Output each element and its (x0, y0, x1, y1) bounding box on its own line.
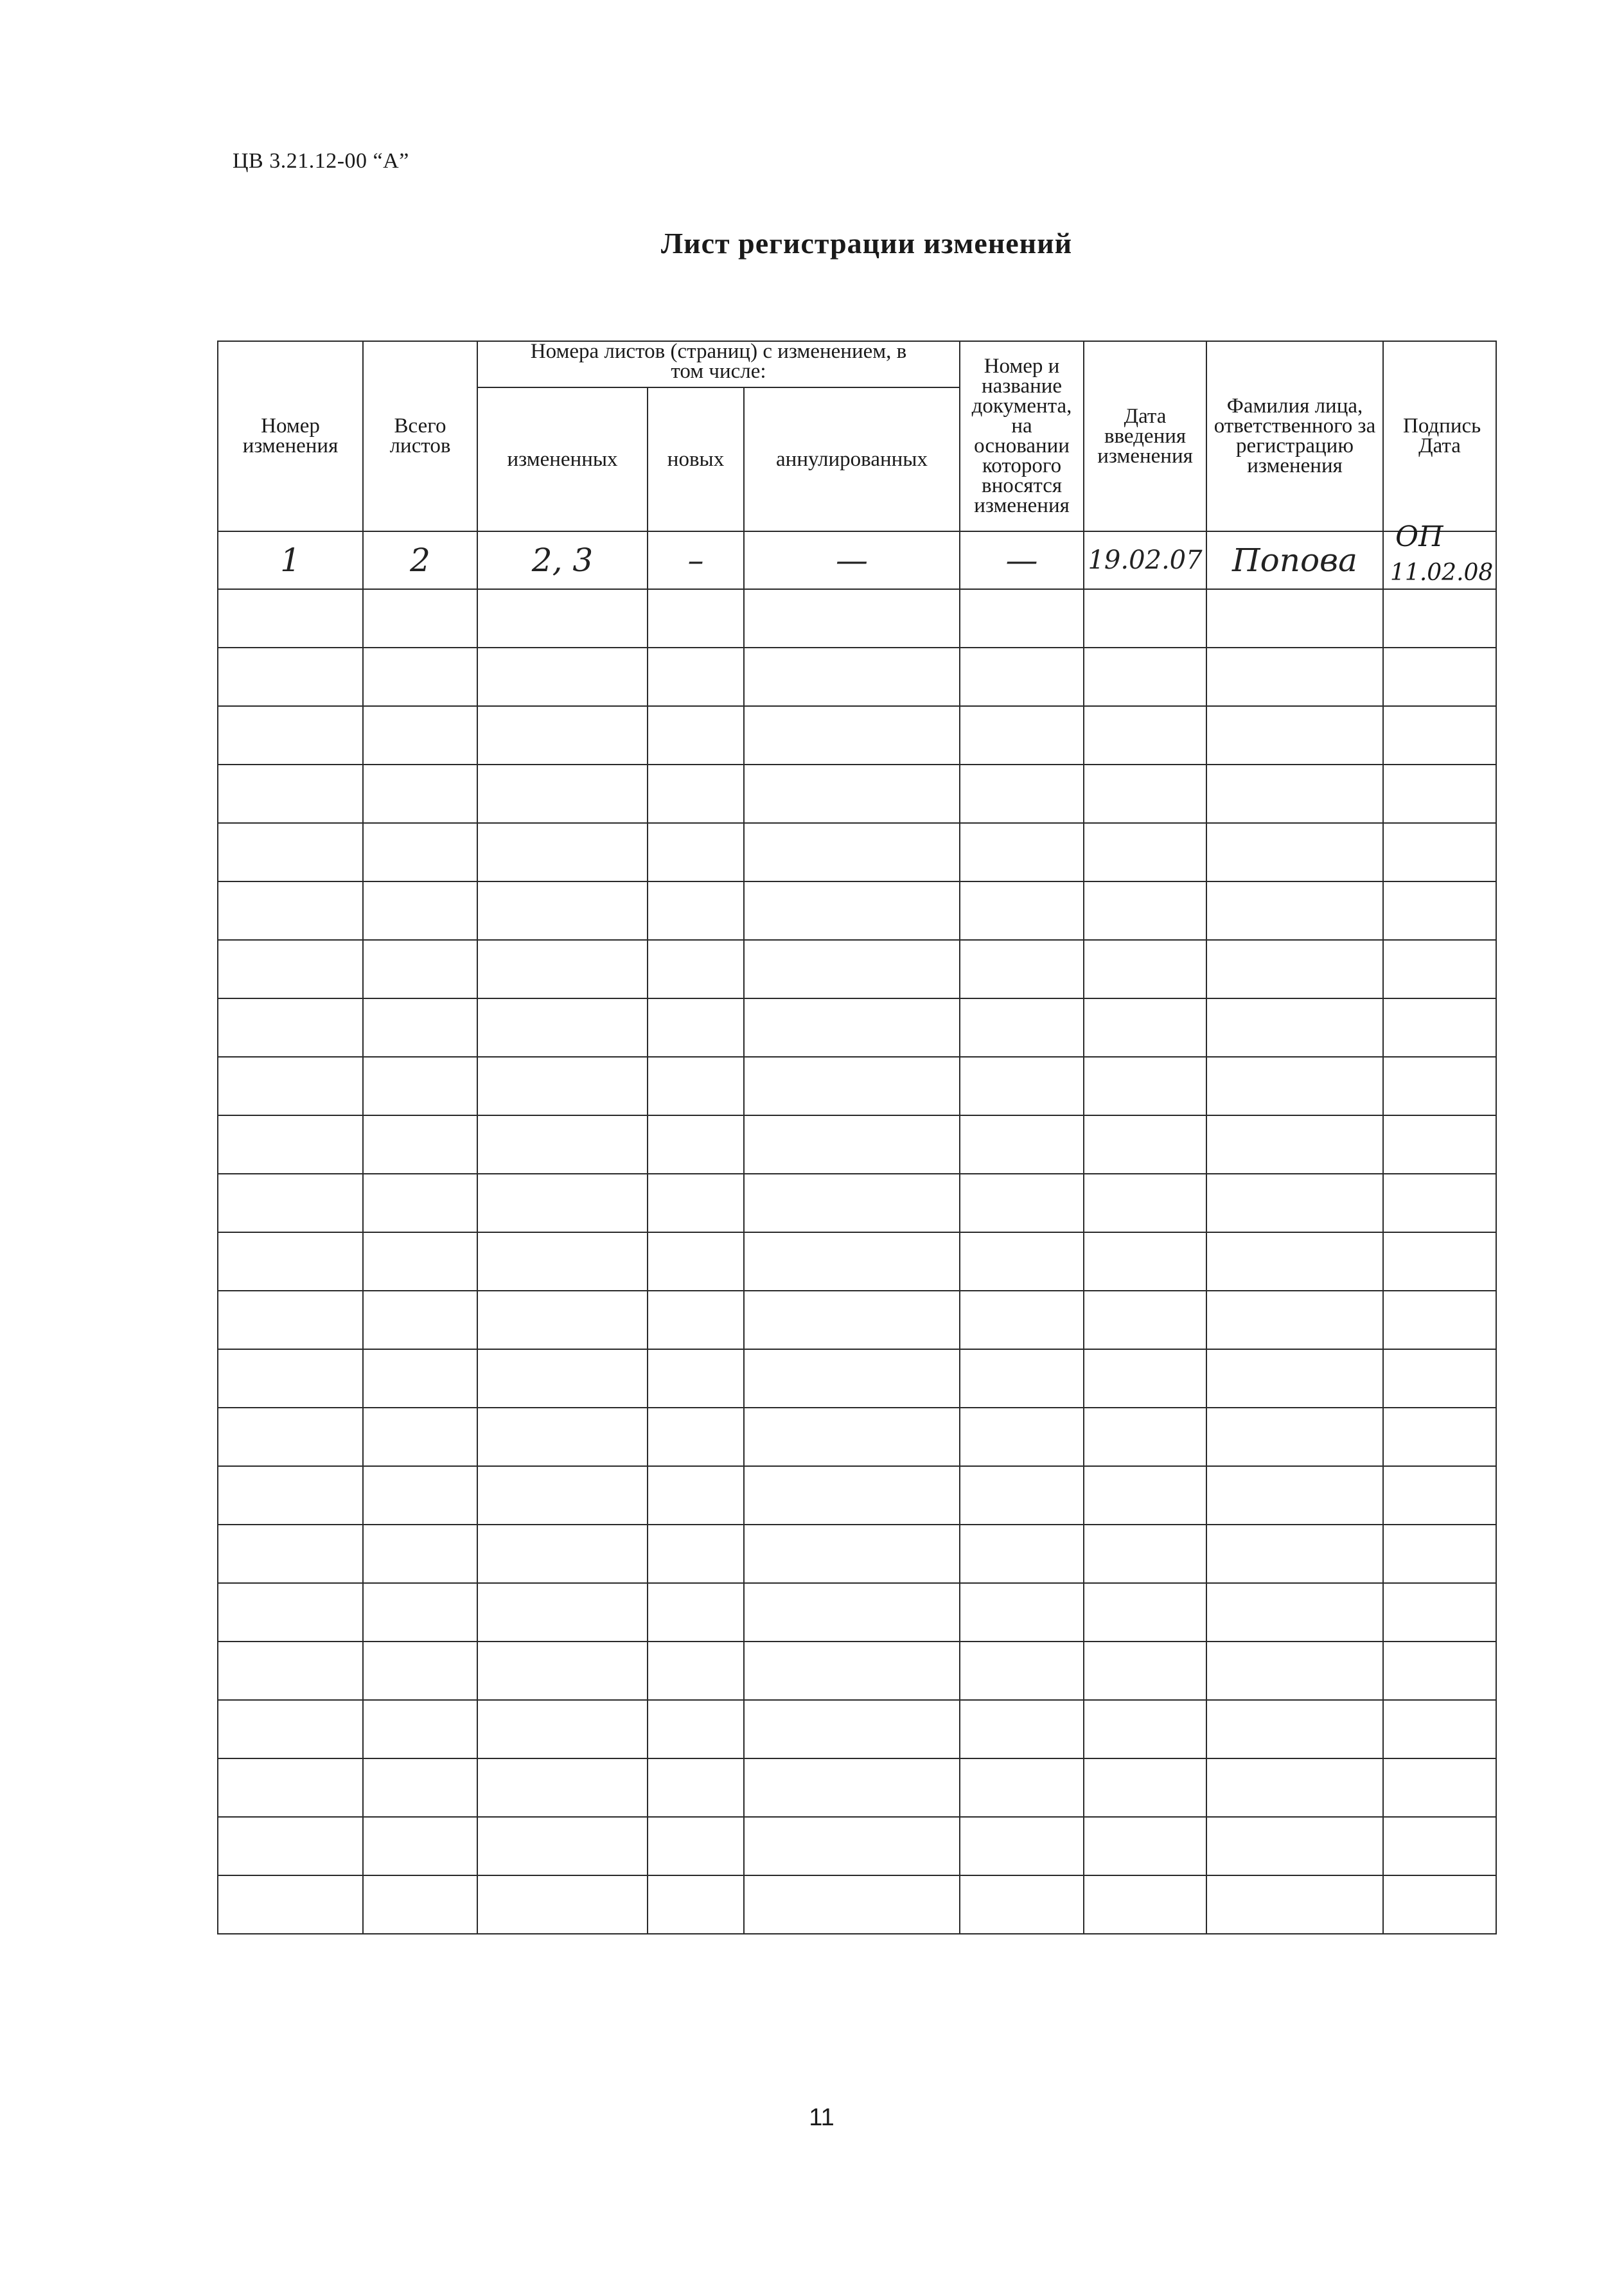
table-row (218, 531, 1496, 589)
table-row (218, 1232, 1496, 1291)
cell-changed-sheets: 2, 3 (477, 531, 648, 589)
empty-cell (363, 648, 477, 706)
empty-cell (363, 823, 477, 881)
table-row (218, 1466, 1496, 1525)
empty-cell (648, 706, 744, 765)
empty-rows (218, 589, 1496, 1934)
empty-cell (960, 648, 1084, 706)
empty-cell (477, 1466, 648, 1525)
col-header-total-sheets: Всего листов (363, 341, 477, 531)
empty-cell (648, 1466, 744, 1525)
empty-cell (218, 881, 363, 940)
col-header-sheet-numbers: Номера листов (страниц) с изменением, в том числе: (477, 341, 960, 387)
empty-cell (218, 1817, 363, 1875)
empty-cell (648, 1174, 744, 1232)
empty-cell (744, 1466, 960, 1525)
empty-cell (648, 1583, 744, 1642)
empty-cell (744, 1525, 960, 1583)
empty-cell (477, 998, 648, 1057)
empty-cell (1206, 1291, 1383, 1349)
empty-cell (363, 881, 477, 940)
empty-cell (744, 648, 960, 706)
empty-cell (1206, 1525, 1383, 1583)
empty-cell (1206, 589, 1383, 648)
empty-cell (363, 1642, 477, 1700)
empty-cell (1084, 1758, 1206, 1817)
empty-cell (960, 1291, 1084, 1349)
empty-cell (218, 1057, 363, 1115)
empty-cell (218, 1408, 363, 1466)
empty-cell (218, 1115, 363, 1174)
empty-cell (363, 1174, 477, 1232)
empty-cell (744, 1408, 960, 1466)
empty-cell (363, 1057, 477, 1115)
empty-cell (1383, 648, 1496, 706)
empty-cell (1084, 1174, 1206, 1232)
empty-cell (363, 1525, 477, 1583)
empty-cell (218, 940, 363, 998)
empty-cell (477, 1291, 648, 1349)
empty-cell (1206, 1875, 1383, 1934)
empty-cell (1084, 1525, 1206, 1583)
empty-cell (744, 1057, 960, 1115)
empty-cell (218, 823, 363, 881)
empty-cell (477, 1758, 648, 1817)
col-header-document: Номер и название документа, на основании которого вносятся изменения (960, 341, 1084, 531)
empty-cell (1206, 1349, 1383, 1408)
empty-cell (1383, 1642, 1496, 1700)
empty-cell (1383, 1466, 1496, 1525)
empty-cell (1084, 881, 1206, 940)
empty-cell (960, 1817, 1084, 1875)
table-row (218, 648, 1496, 706)
page-number: 11 (809, 2104, 834, 2131)
table-row (218, 823, 1496, 881)
empty-cell (1206, 823, 1383, 881)
empty-cell (1084, 765, 1206, 823)
table-row (218, 589, 1496, 648)
empty-cell (648, 1700, 744, 1758)
empty-cell (1383, 823, 1496, 881)
empty-cell (744, 1232, 960, 1291)
empty-cell (1383, 1349, 1496, 1408)
empty-cell (1383, 940, 1496, 998)
cell-responsible: Попова (1206, 531, 1383, 589)
empty-cell (1084, 1583, 1206, 1642)
empty-cell (648, 1758, 744, 1817)
empty-cell (477, 940, 648, 998)
empty-cell (1383, 1174, 1496, 1232)
empty-cell (477, 589, 648, 648)
signature-date: 11.02.08 (1390, 560, 1494, 586)
empty-cell (1084, 1700, 1206, 1758)
table-row (218, 1758, 1496, 1817)
empty-cell (648, 1875, 744, 1934)
empty-cell (648, 648, 744, 706)
col-header-responsible: Фамилия лица, ответственного за регистрацию изменения (1206, 341, 1383, 531)
empty-cell (1084, 1115, 1206, 1174)
empty-cell (1084, 1291, 1206, 1349)
empty-cell (363, 1817, 477, 1875)
empty-cell (960, 940, 1084, 998)
empty-cell (363, 1232, 477, 1291)
empty-cell (363, 706, 477, 765)
empty-cell (648, 823, 744, 881)
empty-cell (218, 648, 363, 706)
empty-cell (218, 1291, 363, 1349)
table-row (218, 1642, 1496, 1700)
empty-cell (218, 1700, 363, 1758)
empty-cell (1383, 1232, 1496, 1291)
empty-cell (960, 765, 1084, 823)
empty-cell (1206, 881, 1383, 940)
empty-cell (477, 1642, 648, 1700)
empty-cell (1206, 1115, 1383, 1174)
empty-cell (1084, 706, 1206, 765)
empty-cell (477, 1583, 648, 1642)
empty-cell (363, 998, 477, 1057)
empty-cell (218, 589, 363, 648)
empty-cell (477, 706, 648, 765)
empty-cell (1383, 1525, 1496, 1583)
empty-cell (477, 1408, 648, 1466)
empty-cell (648, 765, 744, 823)
table-row (218, 1115, 1496, 1174)
cell-total-sheets: 2 (363, 531, 477, 589)
empty-cell (744, 998, 960, 1057)
empty-cell (960, 1408, 1084, 1466)
col-header-date: Дата введения изменения (1084, 341, 1206, 531)
empty-cell (363, 1700, 477, 1758)
empty-cell (648, 1817, 744, 1875)
empty-cell (648, 1232, 744, 1291)
col-header-signature: Подпись Дата (1383, 341, 1496, 531)
empty-cell (218, 1875, 363, 1934)
empty-cell (1206, 1174, 1383, 1232)
table-row (218, 1525, 1496, 1583)
empty-cell (1383, 1408, 1496, 1466)
empty-cell (218, 1232, 363, 1291)
empty-cell (744, 823, 960, 881)
empty-cell (1084, 998, 1206, 1057)
empty-cell (1383, 1057, 1496, 1115)
col-header-new: новых (648, 387, 744, 531)
empty-cell (648, 1115, 744, 1174)
empty-cell (960, 1115, 1084, 1174)
table-row (218, 706, 1496, 765)
empty-cell (477, 1525, 648, 1583)
empty-cell (1206, 706, 1383, 765)
col-header-changed: измененных (477, 387, 648, 531)
table-row (218, 1057, 1496, 1115)
empty-cell (648, 1349, 744, 1408)
empty-cell (218, 1758, 363, 1817)
empty-cell (960, 1174, 1084, 1232)
cell-annulled-sheets: — (744, 531, 960, 589)
empty-cell (1383, 1700, 1496, 1758)
table-row (218, 1174, 1496, 1232)
table-row (218, 1700, 1496, 1758)
empty-cell (363, 940, 477, 998)
empty-cell (648, 1408, 744, 1466)
empty-cell (1206, 1232, 1383, 1291)
empty-cell (1206, 1583, 1383, 1642)
empty-cell (960, 1642, 1084, 1700)
document-code: ЦВ 3.21.12-00 “А” (233, 149, 409, 173)
empty-cell (744, 765, 960, 823)
empty-cell (960, 998, 1084, 1057)
empty-cell (218, 1642, 363, 1700)
empty-cell (960, 589, 1084, 648)
empty-cell (363, 765, 477, 823)
empty-cell (1084, 1817, 1206, 1875)
empty-cell (648, 881, 744, 940)
empty-cell (744, 589, 960, 648)
empty-cell (477, 1875, 648, 1934)
empty-cell (744, 1758, 960, 1817)
col-header-annulled: аннулированных (744, 387, 960, 531)
empty-cell (1084, 589, 1206, 648)
empty-cell (1383, 589, 1496, 648)
page-title: Лист регистрации изменений (660, 227, 1073, 260)
empty-cell (744, 1875, 960, 1934)
empty-cell (1383, 1758, 1496, 1817)
empty-cell (363, 1349, 477, 1408)
empty-cell (744, 881, 960, 940)
empty-cell (1084, 1466, 1206, 1525)
empty-cell (744, 1642, 960, 1700)
empty-cell (960, 1232, 1084, 1291)
cell-new-sheets: – (648, 531, 744, 589)
empty-cell (1206, 1408, 1383, 1466)
empty-cell (1206, 1642, 1383, 1700)
empty-cell (1084, 1875, 1206, 1934)
empty-cell (960, 1700, 1084, 1758)
table-row (218, 881, 1496, 940)
empty-cell (218, 765, 363, 823)
empty-cell (1084, 1642, 1206, 1700)
cell-signature (1383, 520, 1496, 589)
empty-cell (218, 1174, 363, 1232)
empty-cell (363, 1408, 477, 1466)
empty-cell (477, 765, 648, 823)
table-row (218, 1583, 1496, 1642)
empty-cell (648, 998, 744, 1057)
empty-cell (363, 1583, 477, 1642)
empty-cell (1084, 1232, 1206, 1291)
empty-cell (1084, 1408, 1206, 1466)
cell-date: 19.02.07 (1084, 531, 1206, 589)
empty-cell (744, 940, 960, 998)
empty-cell (477, 881, 648, 940)
table-row (218, 1817, 1496, 1875)
empty-cell (1084, 1349, 1206, 1408)
empty-cell (744, 1174, 960, 1232)
empty-cell (1206, 1057, 1383, 1115)
empty-cell (744, 1349, 960, 1408)
empty-cell (1206, 1817, 1383, 1875)
empty-cell (477, 1174, 648, 1232)
empty-cell (1383, 706, 1496, 765)
table-row (218, 1291, 1496, 1349)
empty-cell (477, 1232, 648, 1291)
empty-cell (1084, 648, 1206, 706)
empty-cell (477, 1349, 648, 1408)
empty-cell (960, 881, 1084, 940)
empty-cell (960, 1057, 1084, 1115)
table-row (218, 765, 1496, 823)
empty-cell (1383, 881, 1496, 940)
empty-cell (1206, 765, 1383, 823)
empty-cell (1383, 1115, 1496, 1174)
empty-cell (960, 1875, 1084, 1934)
cell-change-number: 1 (218, 531, 363, 589)
empty-cell (744, 1291, 960, 1349)
empty-cell (1383, 765, 1496, 823)
empty-cell (1206, 1466, 1383, 1525)
table-row (218, 940, 1496, 998)
empty-cell (218, 1583, 363, 1642)
empty-cell (1206, 1700, 1383, 1758)
empty-cell (363, 1875, 477, 1934)
empty-cell (363, 1466, 477, 1525)
empty-cell (1206, 648, 1383, 706)
empty-cell (477, 1115, 648, 1174)
empty-cell (744, 1583, 960, 1642)
empty-cell (1383, 1583, 1496, 1642)
empty-cell (218, 1349, 363, 1408)
empty-cell (1383, 1817, 1496, 1875)
empty-cell (960, 1466, 1084, 1525)
empty-cell (363, 1291, 477, 1349)
change-registration-table (217, 341, 1497, 1934)
empty-cell (1383, 1291, 1496, 1349)
empty-cell (744, 1817, 960, 1875)
empty-cell (1084, 940, 1206, 998)
empty-cell (477, 1057, 648, 1115)
empty-cell (218, 1466, 363, 1525)
empty-cell (218, 1525, 363, 1583)
table-row (218, 1875, 1496, 1934)
empty-cell (648, 589, 744, 648)
empty-cell (477, 648, 648, 706)
empty-cell (363, 1115, 477, 1174)
empty-cell (1084, 823, 1206, 881)
empty-cell (363, 589, 477, 648)
empty-cell (960, 1758, 1084, 1817)
empty-cell (477, 1817, 648, 1875)
empty-cell (1383, 998, 1496, 1057)
empty-cell (648, 1642, 744, 1700)
empty-cell (218, 706, 363, 765)
col-header-change-number: Номер изменения (218, 341, 363, 531)
cell-document: — (960, 531, 1084, 589)
empty-cell (218, 998, 363, 1057)
empty-cell (744, 706, 960, 765)
empty-cell (744, 1700, 960, 1758)
empty-cell (1084, 1057, 1206, 1115)
empty-cell (960, 1525, 1084, 1583)
empty-cell (648, 1291, 744, 1349)
empty-cell (363, 1758, 477, 1817)
empty-cell (1206, 1758, 1383, 1817)
empty-cell (1383, 1875, 1496, 1934)
empty-cell (1206, 940, 1383, 998)
empty-cell (960, 1583, 1084, 1642)
empty-cell (960, 1349, 1084, 1408)
table-row (218, 1349, 1496, 1408)
empty-cell (960, 706, 1084, 765)
empty-cell (648, 1057, 744, 1115)
empty-cell (477, 823, 648, 881)
signature-mark: ОП (1395, 520, 1443, 553)
empty-cell (648, 940, 744, 998)
empty-cell (477, 1700, 648, 1758)
empty-cell (1206, 998, 1383, 1057)
empty-cell (648, 1525, 744, 1583)
table-row (218, 1408, 1496, 1466)
table-row (218, 998, 1496, 1057)
empty-cell (744, 1115, 960, 1174)
empty-cell (960, 823, 1084, 881)
